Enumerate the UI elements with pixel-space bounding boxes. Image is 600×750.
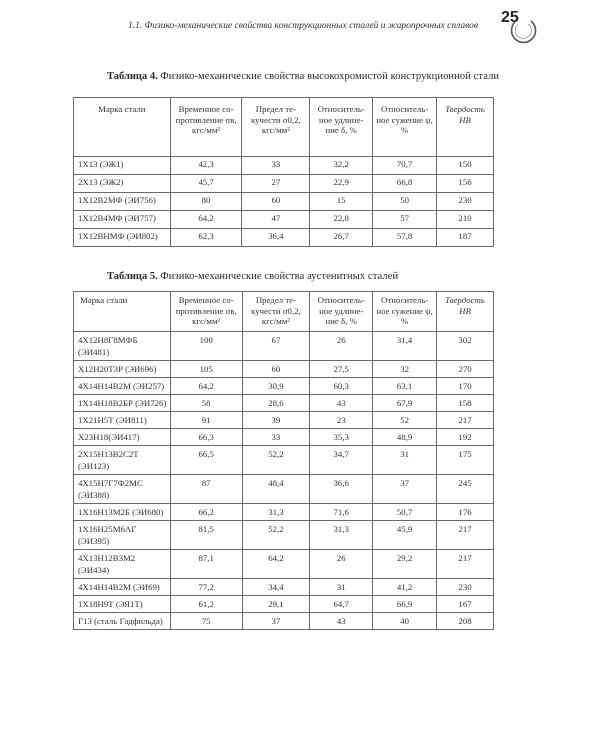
table4-cell-grade: 2Х13 (ЭЖ2) xyxy=(74,175,171,193)
table5-row xyxy=(74,361,494,378)
table5-cell-value: 217 xyxy=(437,412,494,429)
table5-row xyxy=(74,596,494,613)
table5-cell-value: 63,1 xyxy=(373,378,437,395)
table5-cell-value: 245 xyxy=(437,475,494,504)
table5-cell-value: 30,9 xyxy=(242,378,310,395)
table5-cell-value: 52,2 xyxy=(242,446,310,475)
table5-row xyxy=(74,332,494,361)
table4-cell-grade: 1Х12В2МФ (ЭИ756) xyxy=(74,193,171,211)
table5-cell-value: 87,1 xyxy=(170,550,242,579)
table4-cell-value: 42,3 xyxy=(170,157,242,175)
table5-cell-value: 48,4 xyxy=(242,475,310,504)
table5-cell-value: 36,6 xyxy=(310,475,373,504)
table4-cell-value: 33 xyxy=(242,157,310,175)
table4-row xyxy=(74,175,494,193)
table5-cell-value: 52 xyxy=(373,412,437,429)
table4-cell-value: 32,2 xyxy=(310,157,373,175)
table4-cell-value: 62,3 xyxy=(170,229,242,247)
table4-header-row xyxy=(74,98,494,157)
table5-cell-value: 35,3 xyxy=(310,429,373,446)
table5-cell-value: 81,5 xyxy=(170,521,242,550)
table4-cell-value: 47 xyxy=(242,211,310,229)
table4-cell-value: 57 xyxy=(373,211,437,229)
table4-cell-value: 156 xyxy=(437,175,494,193)
table5-cell-value: 31 xyxy=(310,579,373,596)
table5-cell-value: 29,1 xyxy=(242,596,310,613)
table5-cell-value: 50,7 xyxy=(373,504,437,521)
table5-cell-value: 48,9 xyxy=(373,429,437,446)
table5-cell-value: 37 xyxy=(373,475,437,504)
table5-cell-value: 32 xyxy=(373,361,437,378)
table4 xyxy=(73,97,494,247)
table5-cell-grade: Х12Н20Т3Р (ЭИ696) xyxy=(74,361,171,378)
table5-cell-grade: 1Х14Н18В2БР (ЭИ726) xyxy=(74,395,171,412)
table5-cell-value: 45,9 xyxy=(373,521,437,550)
table5-cell-grade: 4Х15Н7Г7Ф2МС (ЭИ388) xyxy=(74,475,171,504)
table5-cell-grade: 1Х16Н25М6АГ (ЭИ395) xyxy=(74,521,171,550)
table5-cell-value: 67 xyxy=(242,332,310,361)
table5-cell-grade: Г13 (сталь Гадфильда) xyxy=(74,613,171,630)
table5-col-hardness: Твердость НВ xyxy=(437,292,494,332)
table5-cell-value: 87 xyxy=(170,475,242,504)
table5-cell-value: 31,4 xyxy=(373,332,437,361)
table5-title: Физико-механические свойства аустенитных сталей xyxy=(160,271,399,282)
table5-cell-value: 67,9 xyxy=(373,395,437,412)
table5-cell-value: 66,2 xyxy=(170,504,242,521)
table5-cell-grade: 1Х21Н5Т (ЭИ811) xyxy=(74,412,171,429)
table4-col-tensile: Временное со-противление σв, кгс/мм² xyxy=(170,98,242,157)
table5-col-grade: Марка стали xyxy=(74,292,171,332)
table5-cell-grade: 4Х14Н14В2М (ЭИ257) xyxy=(74,378,171,395)
table5-row xyxy=(74,412,494,429)
table5-row xyxy=(74,395,494,412)
table4-cell-value: 26,7 xyxy=(310,229,373,247)
table5-cell-value: 105 xyxy=(170,361,242,378)
table5-row xyxy=(74,475,494,504)
table5-cell-value: 230 xyxy=(437,579,494,596)
table5-cell-value: 158 xyxy=(437,395,494,412)
table5-cell-value: 217 xyxy=(437,550,494,579)
table5-cell-value: 31,3 xyxy=(310,521,373,550)
table4-cell-value: 187 xyxy=(437,229,494,247)
table4-row xyxy=(74,193,494,211)
table4-cell-value: 230 xyxy=(437,193,494,211)
table4-row xyxy=(74,157,494,175)
table5-cell-value: 60 xyxy=(242,361,310,378)
table5-cell-value: 217 xyxy=(437,521,494,550)
table5-cell-grade: 4Х14Н14В2М (ЭИ69) xyxy=(74,579,171,596)
running-title: 1.1. Физико-механические свойства конструкционных сталей и жаропрочных сплавов xyxy=(128,21,479,31)
table4-cell-value: 70,7 xyxy=(373,157,437,175)
table5-cell-value: 91 xyxy=(170,412,242,429)
table5-cell-value: 71,6 xyxy=(310,504,373,521)
table5-row xyxy=(74,550,494,579)
table5-cell-value: 66,3 xyxy=(170,429,242,446)
table5-cell-value: 26 xyxy=(310,550,373,579)
table5-row xyxy=(74,378,494,395)
table5-cell-grade: 1Х16Н13М2Б (ЭИ680) xyxy=(74,504,171,521)
table5-cell-value: 34,7 xyxy=(310,446,373,475)
page-number: 25 xyxy=(501,9,519,26)
table4-cell-grade: 1Х12ВНМФ (ЭИ802) xyxy=(74,229,171,247)
table5-cell-grade: Х23Н18(ЭИ417) xyxy=(74,429,171,446)
table4-cell-value: 64,2 xyxy=(170,211,242,229)
table5-cell-value: 52,2 xyxy=(242,521,310,550)
table4-title: Физико-механические свойства высокохромистой конструкционной стали xyxy=(160,71,500,82)
table5-cell-value: 66,9 xyxy=(373,596,437,613)
table4-col-grade: Марка стали xyxy=(74,98,171,157)
table4-cell-value: 80 xyxy=(170,193,242,211)
table5-cell-value: 39 xyxy=(242,412,310,429)
table5-cell-value: 26 xyxy=(310,332,373,361)
table4-cell-value: 60 xyxy=(242,193,310,211)
table5-cell-value: 31,3 xyxy=(242,504,310,521)
table5-cell-value: 64,2 xyxy=(170,378,242,395)
table5-cell-value: 77,2 xyxy=(170,579,242,596)
table5-cell-value: 60,3 xyxy=(310,378,373,395)
table5-cell-value: 61,2 xyxy=(170,596,242,613)
table5-row xyxy=(74,504,494,521)
table4-caption xyxy=(107,70,517,84)
table5-row xyxy=(74,579,494,596)
table4-cell-value: 22,9 xyxy=(310,175,373,193)
table5-cell-value: 176 xyxy=(437,504,494,521)
table5-col-reduction: Относитель-ное сужение ψ, % xyxy=(373,292,437,332)
table5 xyxy=(73,291,494,630)
table5-cell-value: 29,2 xyxy=(373,550,437,579)
table5-cell-value: 33 xyxy=(242,429,310,446)
table4-row xyxy=(74,211,494,229)
table5-cell-value: 208 xyxy=(437,613,494,630)
table5-cell-value: 170 xyxy=(437,378,494,395)
table4-col-yield: Предел те-кучести σ0,2, кгс/мм² xyxy=(242,98,310,157)
table5-cell-grade: 1Х18Н9Т (ЭЯ1Т) xyxy=(74,596,171,613)
table5-cell-value: 58 xyxy=(170,395,242,412)
table4-cell-value: 57,8 xyxy=(373,229,437,247)
table5-cell-grade: 4Х12Н8Г8МФБ (ЭИ481) xyxy=(74,332,171,361)
table5-cell-value: 75 xyxy=(170,613,242,630)
table5-cell-value: 270 xyxy=(437,361,494,378)
table5-cell-value: 27,5 xyxy=(310,361,373,378)
table5-cell-value: 43 xyxy=(310,613,373,630)
table5-cell-value: 192 xyxy=(437,429,494,446)
table4-cell-grade: 1Х13 (ЭЖ1) xyxy=(74,157,171,175)
table5-cell-value: 31 xyxy=(373,446,437,475)
table4-cell-value: 150 xyxy=(437,157,494,175)
table5-col-elongation: Относитель-ное удлине-ние δ, % xyxy=(310,292,373,332)
table5-cell-value: 302 xyxy=(437,332,494,361)
table5-row xyxy=(74,521,494,550)
table5-cell-value: 66,5 xyxy=(170,446,242,475)
table5-cell-value: 37 xyxy=(242,613,310,630)
table4-cell-value: 27 xyxy=(242,175,310,193)
table5-caption xyxy=(107,270,517,284)
table4-cell-value: 45,7 xyxy=(170,175,242,193)
table5-cell-grade: 2Х15Н13В2С2Т (ЭИ123) xyxy=(74,446,171,475)
table4-label: Таблица 4. xyxy=(107,71,158,82)
table4-cell-value: 66,8 xyxy=(373,175,437,193)
table5-col-yield: Предел те-кучести σ0,2, кгс/мм² xyxy=(242,292,310,332)
table5-label: Таблица 5. xyxy=(107,271,158,282)
table5-cell-value: 175 xyxy=(437,446,494,475)
table5-col-tensile: Временное со-противление σв, кгс/мм² xyxy=(170,292,242,332)
table4-cell-value: 36,4 xyxy=(242,229,310,247)
table4-col-reduction: Относитель-ное сужение ψ, % xyxy=(373,98,437,157)
table5-cell-value: 34,4 xyxy=(242,579,310,596)
table5-cell-value: 28,6 xyxy=(242,395,310,412)
table4-cell-value: 22,8 xyxy=(310,211,373,229)
table5-cell-value: 64,7 xyxy=(310,596,373,613)
table5-cell-value: 100 xyxy=(170,332,242,361)
table4-col-hardness: Твердость НВ xyxy=(437,98,494,157)
table5-cell-value: 167 xyxy=(437,596,494,613)
table4-cell-value: 210 xyxy=(437,211,494,229)
table4-cell-grade: 1Х12В4МФ (ЭИ757) xyxy=(74,211,171,229)
table5-row xyxy=(74,429,494,446)
table4-cell-value: 50 xyxy=(373,193,437,211)
table5-row xyxy=(74,446,494,475)
table5-cell-value: 41,2 xyxy=(373,579,437,596)
table4-cell-value: 15 xyxy=(310,193,373,211)
table5-cell-grade: 4Х13Н12В3М2 (ЭИ434) xyxy=(74,550,171,579)
table5-cell-value: 40 xyxy=(373,613,437,630)
table5-cell-value: 64,2 xyxy=(242,550,310,579)
table5-header-row xyxy=(74,292,494,332)
table5-cell-value: 23 xyxy=(310,412,373,429)
table5-row xyxy=(74,613,494,630)
table4-row xyxy=(74,229,494,247)
table5-cell-value: 43 xyxy=(310,395,373,412)
table4-col-elongation: Относитель-ное удлине-ние δ, % xyxy=(310,98,373,157)
